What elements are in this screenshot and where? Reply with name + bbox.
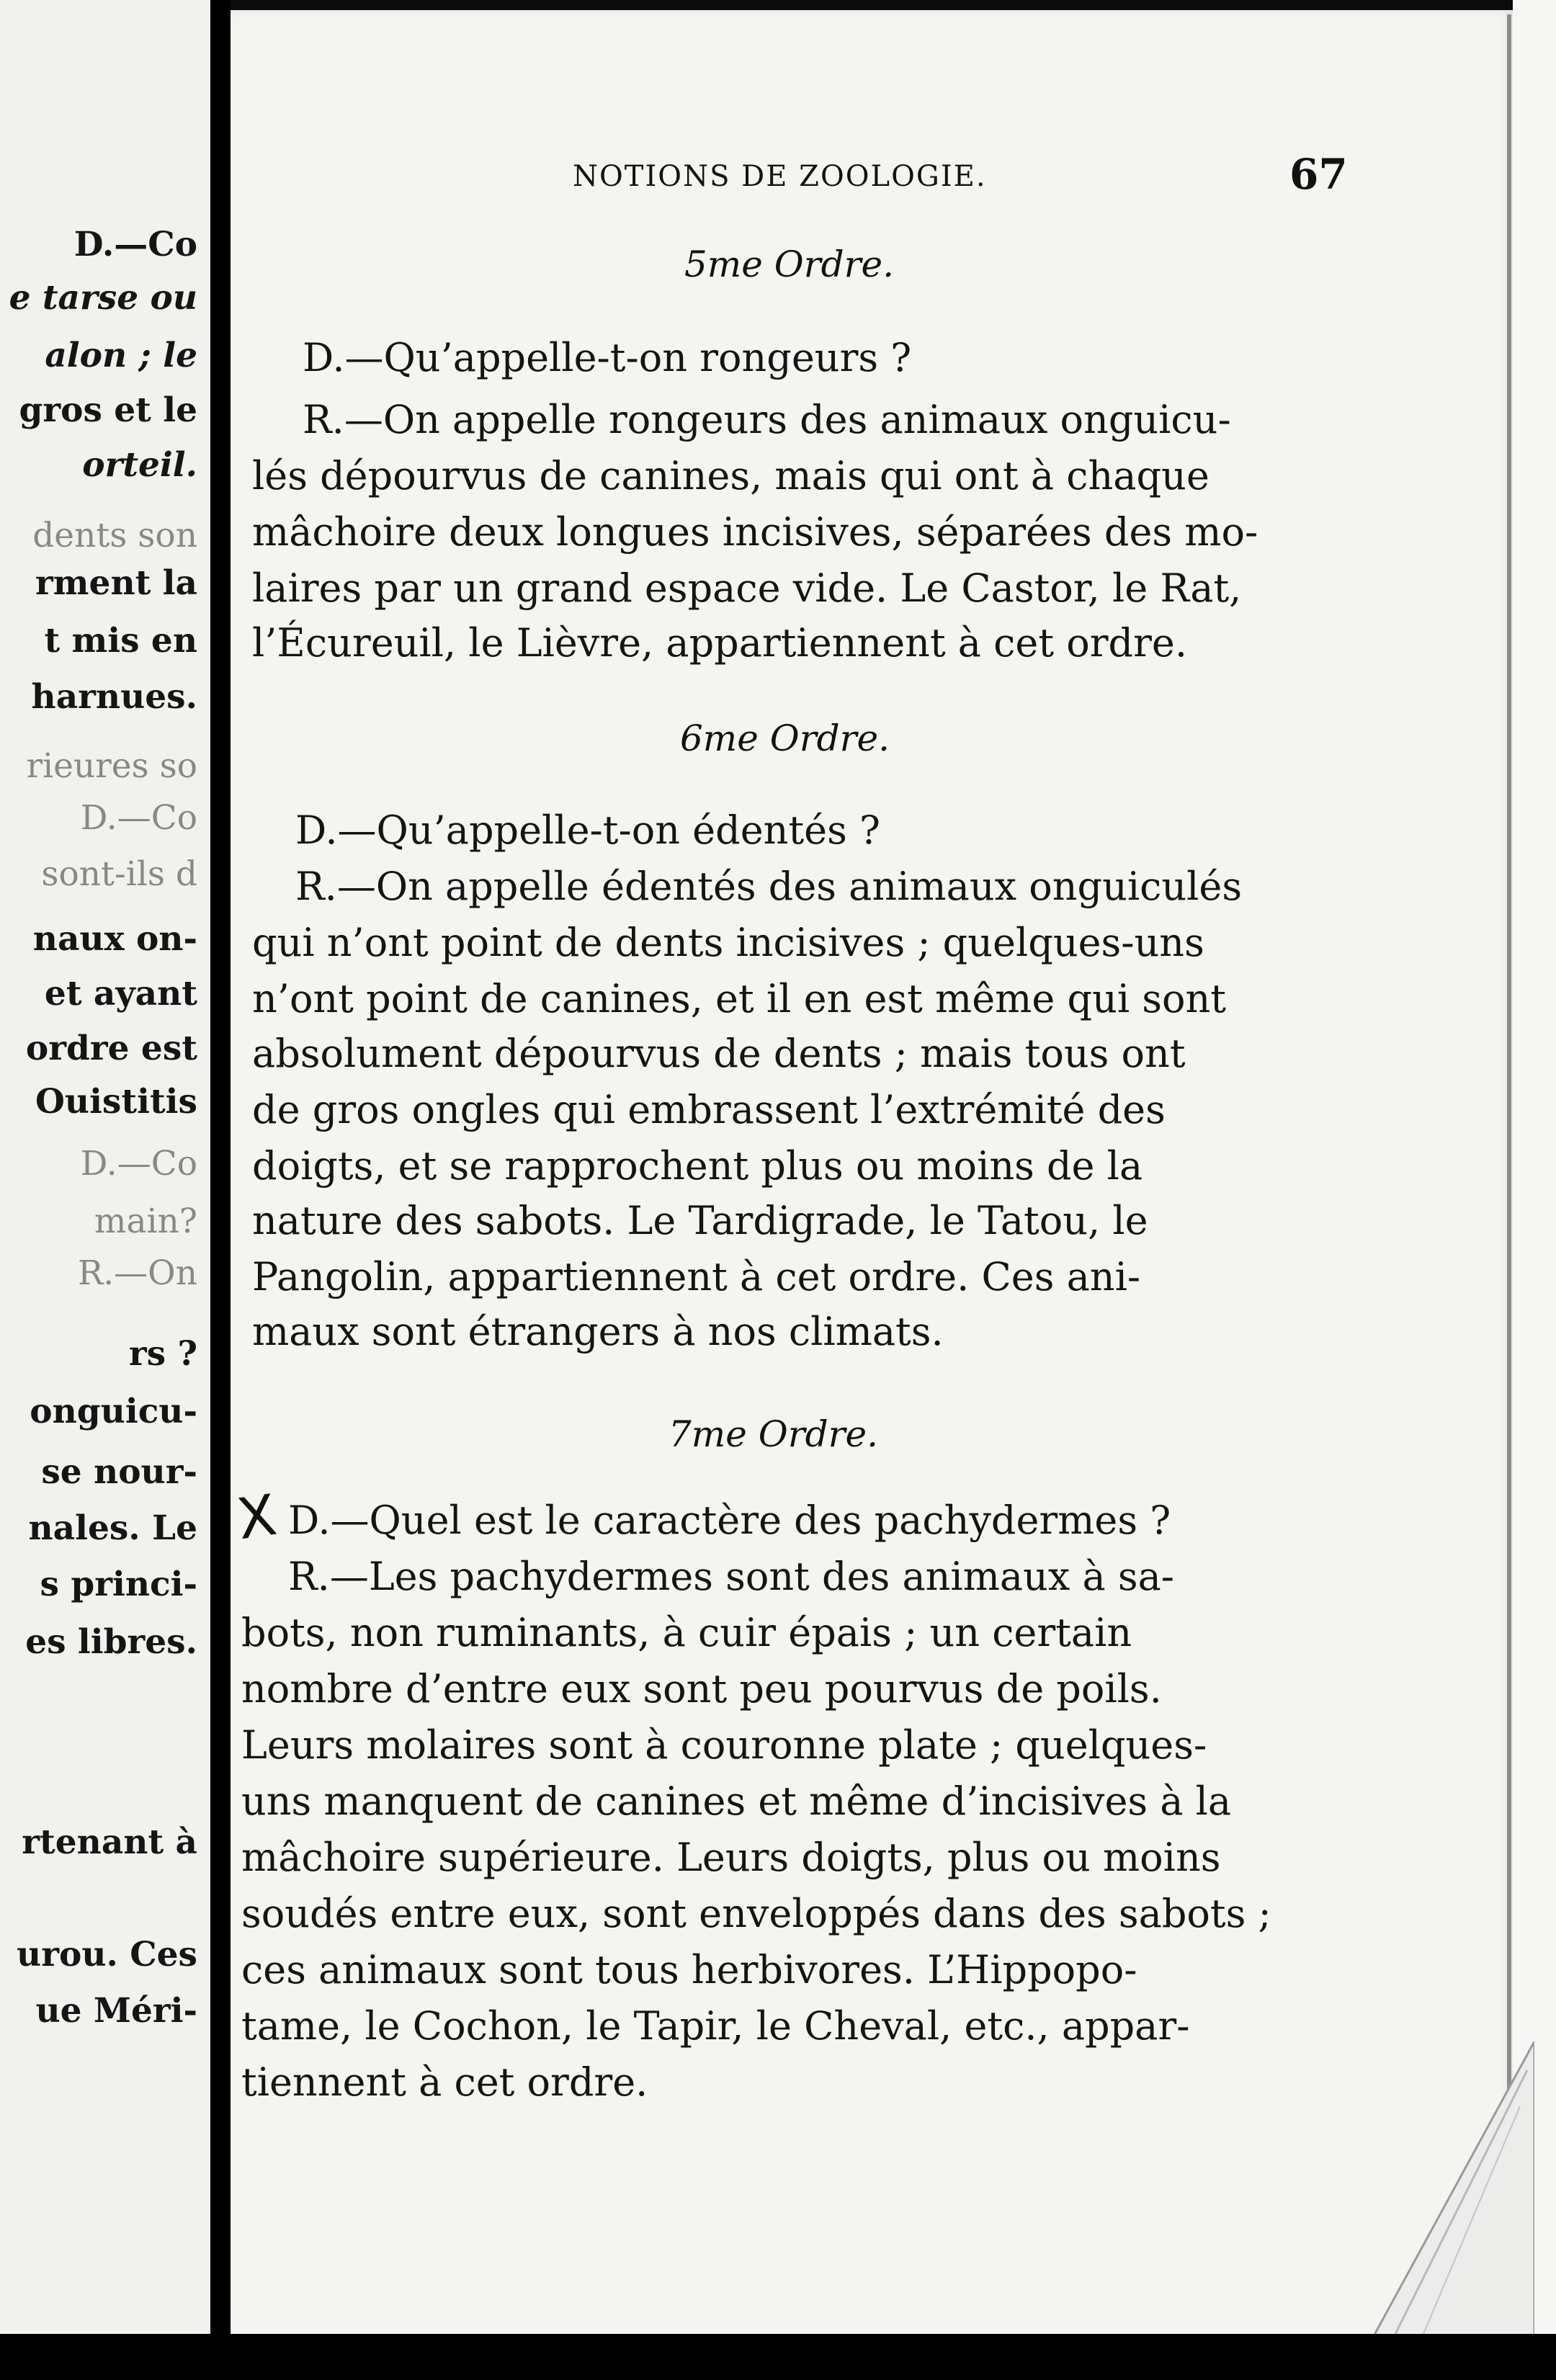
answer-line: maux sont étrangers à nos climats. xyxy=(252,1309,944,1354)
left-page-line: et ayant xyxy=(44,974,197,1014)
answer-line: R.—On appelle rongeurs des animaux onguicu- xyxy=(303,397,1231,442)
left-page-line: Ouistitis xyxy=(35,1082,197,1122)
answer-line: n’ont point de canines, et il en est même qui sont xyxy=(252,976,1226,1021)
answer-line: soudés entre eux, sont enveloppés dans des sabots ; xyxy=(241,1891,1271,1936)
left-page-line: D.—Co xyxy=(80,1144,197,1184)
left-page-line: nales. Le xyxy=(28,1508,197,1548)
answer-line: nature des sabots. Le Tardigrade, le Tatou, le xyxy=(252,1198,1148,1243)
answer-line: doigts, et se rapprochent plus ou moins de la xyxy=(252,1143,1143,1189)
answer-line: ces animaux sont tous herbivores. L’Hippopo- xyxy=(241,1947,1137,1992)
left-page-line: ordre est xyxy=(25,1029,197,1068)
book-gutter xyxy=(210,0,231,2380)
pencil-x-mark: X xyxy=(233,1482,281,1553)
left-page-line: t mis en xyxy=(44,621,197,661)
answer-line: tiennent à cet ordre. xyxy=(241,2059,648,2105)
answer-line: bots, non ruminants, à cuir épais ; un certain xyxy=(241,1610,1132,1655)
answer-line: laires par un grand espace vide. Le Castor, le Rat, xyxy=(252,565,1242,611)
left-page-line: D.—Co xyxy=(73,225,197,264)
answer-line: tame, le Cochon, le Tapir, le Cheval, etc., appar- xyxy=(241,2003,1190,2049)
running-title: NOTIONS DE ZOOLOGIE. xyxy=(573,160,987,193)
question-line: D.—Qu’appelle-t-on édentés ? xyxy=(295,808,880,853)
left-page-line: sont-ils d xyxy=(41,854,197,894)
left-page-line: se nour- xyxy=(41,1452,197,1492)
section-heading: 5me Ordre. xyxy=(684,243,894,285)
answer-line: qui n’ont point de dents incisives ; quelques-uns xyxy=(252,920,1204,965)
left-page-line: ue Méri- xyxy=(35,1991,197,2031)
answer-line: mâchoire supérieure. Leurs doigts, plus ou moins xyxy=(241,1835,1221,1880)
left-page-line: alon ; le xyxy=(45,336,197,375)
answer-line: lés dépourvus de canines, mais qui ont à chaque xyxy=(252,453,1210,498)
left-page-line: harnues. xyxy=(31,677,197,717)
answer-line: nombre d’entre eux sont peu pourvus de poils. xyxy=(241,1666,1162,1712)
left-page-line: main? xyxy=(94,1202,197,1241)
answer-line: de gros ongles qui embrassent l’extrémité des xyxy=(252,1087,1166,1132)
left-page-line: D.—Co xyxy=(80,798,197,838)
section-heading: 6me Ordre. xyxy=(680,717,890,759)
answer-line: uns manquent de canines et même d’incisives à la xyxy=(241,1779,1232,1824)
answer-line: l’Écureuil, le Lièvre, appartiennent à cet ordre. xyxy=(252,620,1188,666)
left-page-line: gros et le xyxy=(19,390,197,430)
left-page-line: onguicu- xyxy=(30,1392,197,1431)
page-edge-shadow xyxy=(1507,14,1511,2363)
left-page-line: R.—On xyxy=(77,1253,197,1293)
answer-line: R.—Les pachydermes sont des animaux à sa- xyxy=(288,1554,1175,1599)
answer-line: R.—On appelle édentés des animaux onguiculés xyxy=(295,864,1243,909)
left-facing-page xyxy=(0,0,210,2380)
left-page-line: e tarse ou xyxy=(9,278,197,318)
left-page-line: es libres. xyxy=(25,1622,197,1662)
left-page-line: urou. Ces xyxy=(17,1935,197,1974)
answer-line: Leurs molaires sont à couronne plate ; quelques- xyxy=(241,1722,1207,1768)
left-page-line: rieures so xyxy=(26,746,197,786)
scan-bottom-edge xyxy=(0,2334,1556,2380)
answer-line: Pangolin, appartiennent à cet ordre. Ces ani- xyxy=(252,1254,1141,1299)
folded-corner xyxy=(1318,2041,1534,2358)
left-page-line: dents son xyxy=(32,516,197,555)
answer-line: mâchoire deux longues incisives, séparées des mo- xyxy=(252,509,1258,555)
question-line: D.—Quel est le caractère des pachydermes ? xyxy=(288,1498,1171,1543)
left-page-line: naux on- xyxy=(32,919,197,959)
left-page-line: rs ? xyxy=(128,1334,197,1374)
left-page-line: rment la xyxy=(35,563,197,603)
left-page-line: s princi- xyxy=(40,1565,197,1604)
left-page-line: orteil. xyxy=(82,445,197,485)
section-heading: 7me Ordre. xyxy=(669,1413,878,1455)
question-line: D.—Qu’appelle-t-on rongeurs ? xyxy=(303,335,912,380)
left-page-line: rtenant à xyxy=(22,1822,197,1862)
page-edge xyxy=(1513,0,1556,2380)
page-number: 67 xyxy=(1289,150,1348,199)
answer-line: absolument dépourvus de dents ; mais tous ont xyxy=(252,1031,1186,1076)
